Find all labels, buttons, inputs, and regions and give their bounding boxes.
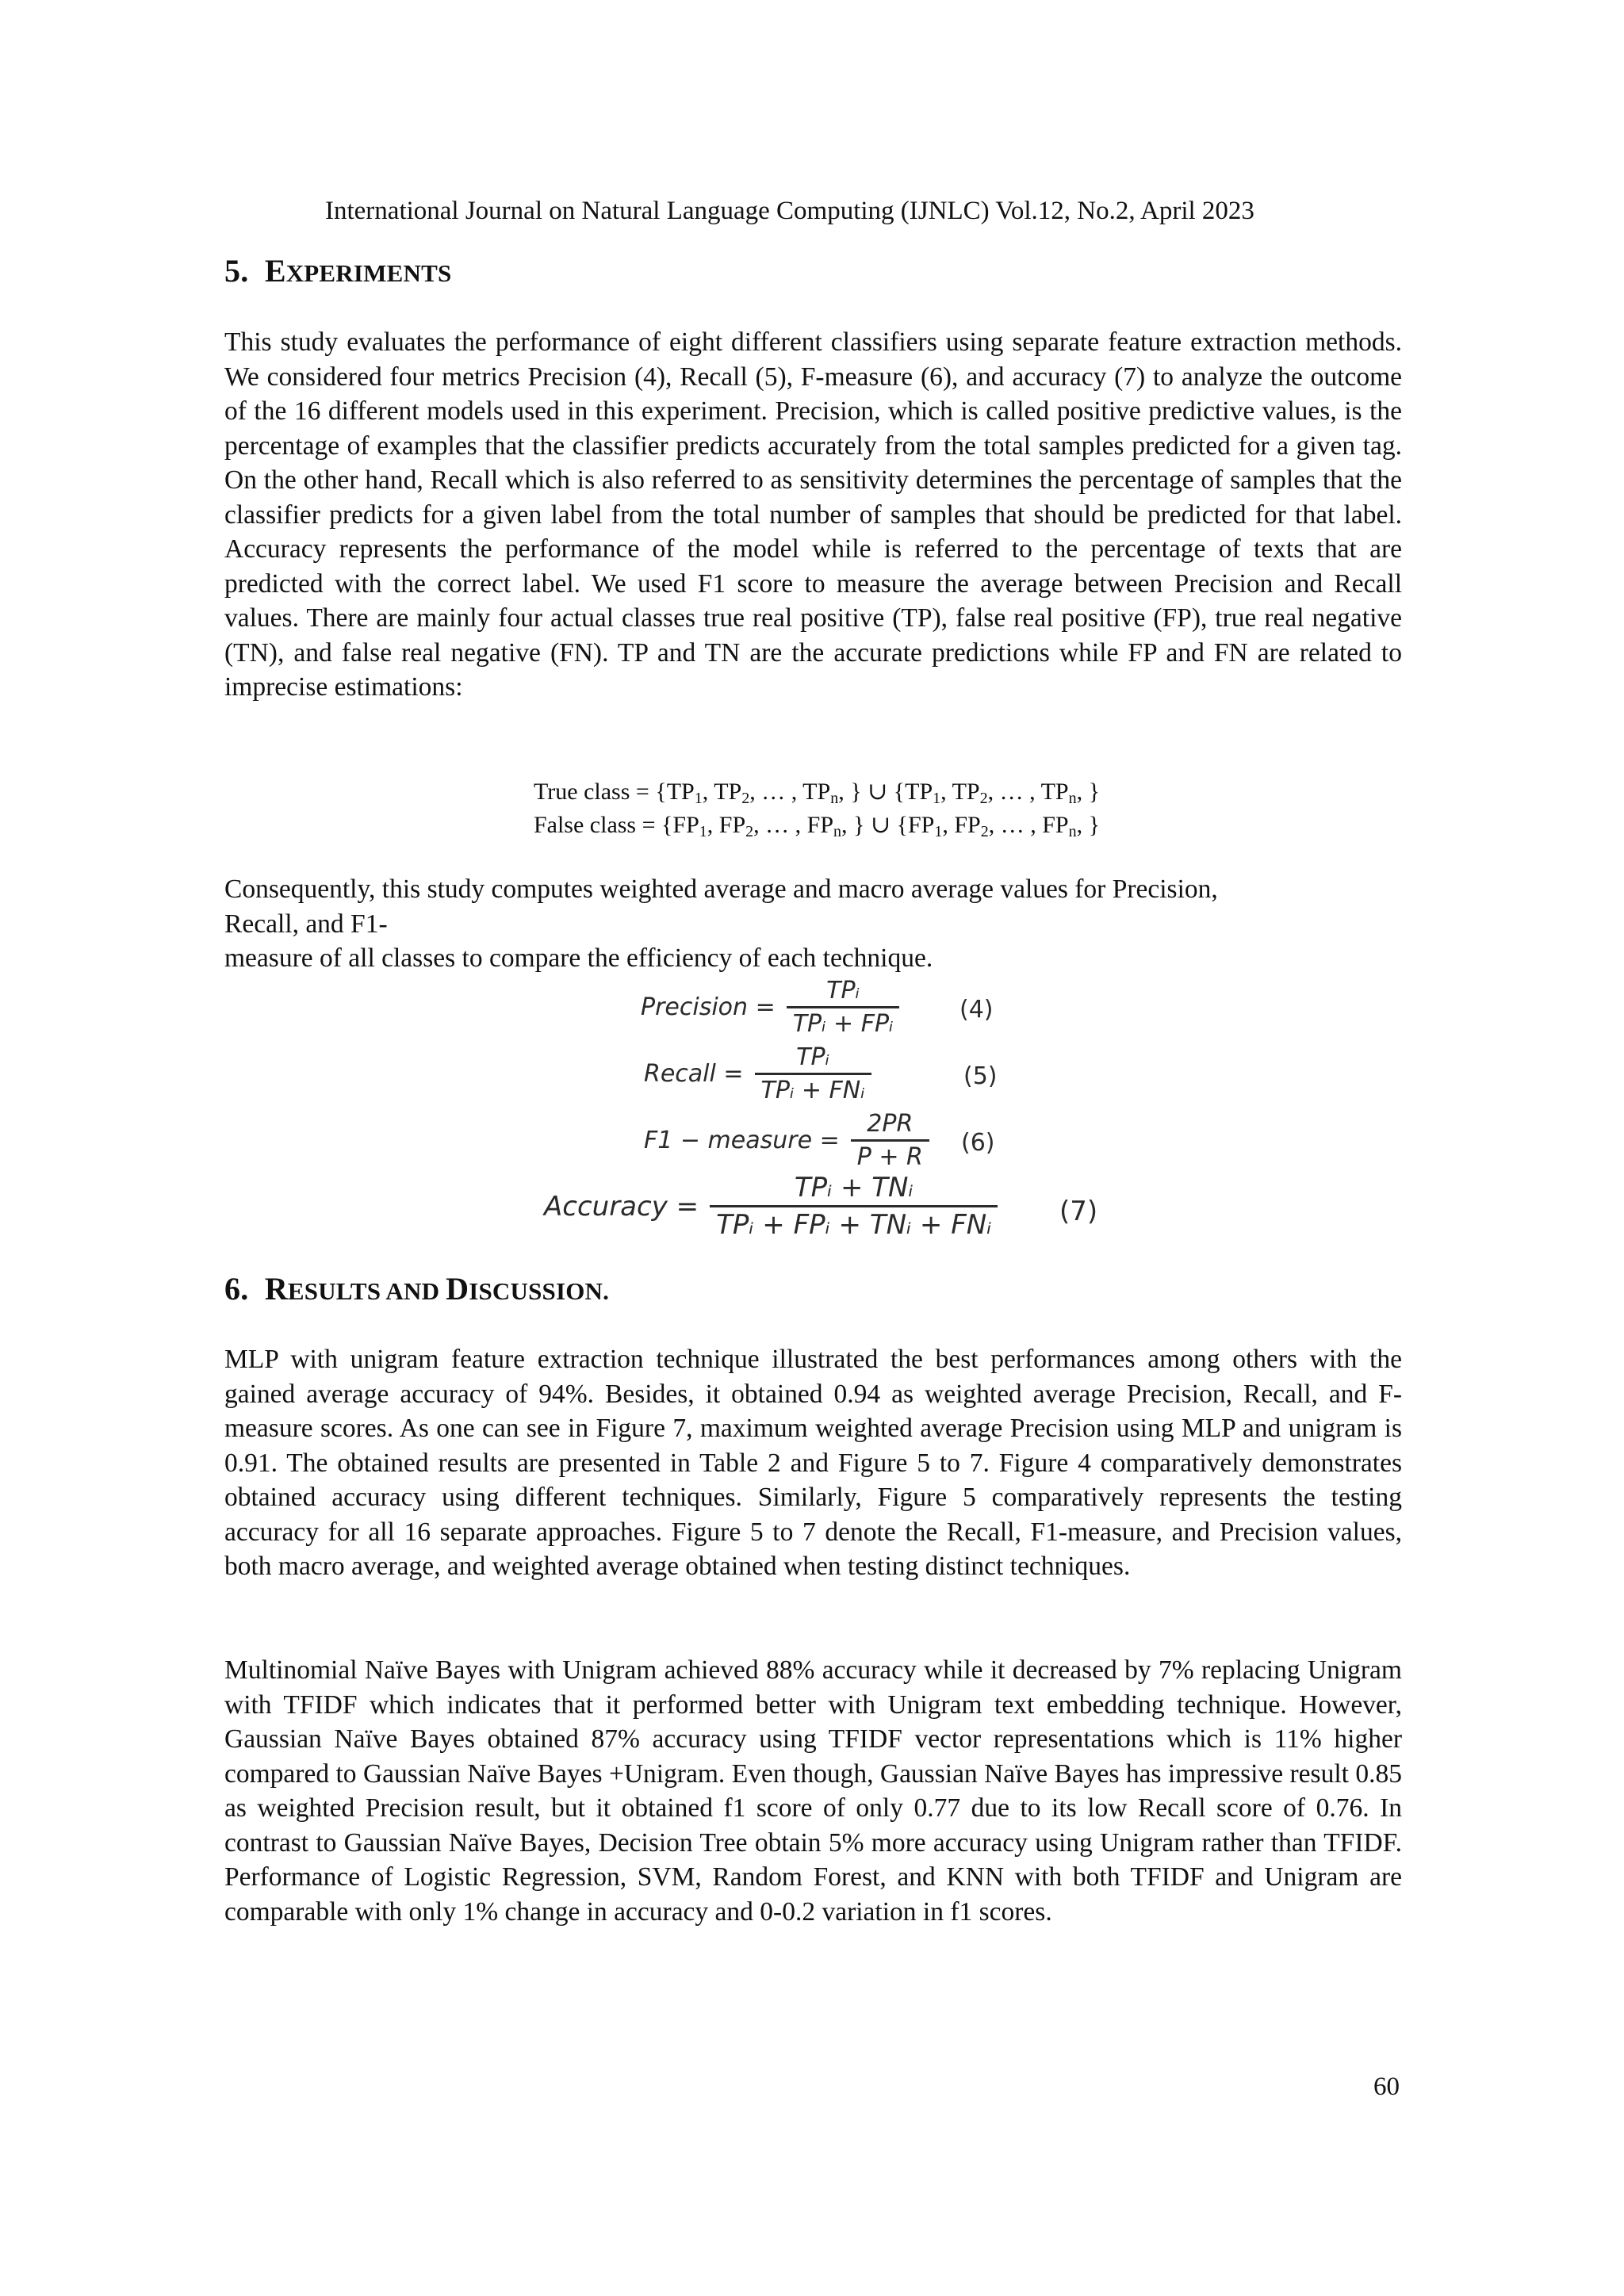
equation-number-7: (7) <box>1059 1196 1098 1227</box>
section-number: 5. <box>224 253 249 289</box>
equation-number-6: (6) <box>961 1129 995 1157</box>
precision-equation: Precision = $\frac{\text{TPᵢ}}{\text{TPᵢ + FPᵢ}}$ <box>641 977 899 1038</box>
section-number: 6. <box>224 1271 249 1307</box>
accuracy-equation: Accuracy = $\frac{\text{TPᵢ + TNᵢ}}{\text{TPᵢ + FPᵢ + TNᵢ + FNᵢ}}$ <box>544 1172 998 1241</box>
f1-measure-equation: F1 − measure = $\frac{2PR}{P + R}$ <box>644 1110 929 1171</box>
section-6-paragraph-1: MLP with unigram feature extraction technique illustrated the best performances among others with the gained average accuracy of 94%. Besides, it obtained 0.94 as weighted average Precision, Recall, and F-measure scores. As one can see in Figure 7, maximum weighted average Precision using MLP and unigram is 0.91. The obtained results are presented in Table 2 and Figure 5 to 7. Figure 4 comparatively demonstrates obtained accuracy using different techniques. Similarly, Figure 5 comparatively represents the testing accuracy for all 16 separate approaches. Figure 5 to 7 denote the Recall, F1-measure, and Precision values, both macro average, and weighted average obtained when testing distinct techniques. <box>224 1345 1402 1581</box>
section-5-heading: 5. EXPERIMENTS <box>224 253 452 289</box>
false-class-definition: False class = {$FP_1$, $FP_2$, … , $FP_n$, } ∪ {$FP_1$, $FP_2$, … , $FP_n$, } <box>533 812 1101 840</box>
section-5-paragraph-2: Consequently, this study computes weighted average and macro average values for Precision, Recall, and F1- measure of all classes to compare the efficiency of each technique. <box>224 874 1218 973</box>
equation-number-5: (5) <box>963 1062 998 1090</box>
running-header: International Journal on Natural Language Computing (IJNLC) Vol.12, No.2, April 2023 <box>325 197 1254 225</box>
section-6-paragraph-2: Multinomial Naïve Bayes with Unigram achieved 88% accuracy while it decreased by 7% replacing Unigram with TFIDF which indicates that it performed better with Unigram text embedding technique. However, Gaussian Naïve Bayes obtained 87% accuracy using TFIDF vector representations which is 11% higher compared to Gaussian Naïve Bayes +Unigram. Even though, Gaussian Naïve Bayes has impressive result 0.85 as weighted Precision result, but it obtained f1 score of only 0.77 due to its low Recall score of 0.76. In contrast to Gaussian Naïve Bayes, Decision Tree obtain 5% more accuracy using Unigram rather than TFIDF. Performance of Logistic Regression, SVM, Random Forest, and KNN with both TFIDF and Unigram are comparable with only 1% change in accuracy and 0-0.2 variation in f1 scores. <box>224 1655 1402 1927</box>
equation-number-4: (4) <box>959 996 994 1024</box>
section-5-paragraph-1: This study evaluates the performance of eight different classifiers using separate feature extraction methods. We considered four metrics Precision (4), Recall (5), F-measure (6), and accuracy (7) to analyze the outcome of the 16 different models used in this experiment. Precision, which is called positive predictive values, is the percentage of examples that the classifier predicts accurately from the total samples predicted for a given tag. On the other hand, Recall which is also referred to as sensitivity determines the percentage of samples that the classifier predicts for a given label from the total number of samples that should be predicted for that label. Accuracy represents the performance of the model while is referred to the percentage of texts that are predicted with the correct label. We used F1 score to measure the average between Precision and Recall values. There are mainly four actual classes true real positive (TP), false real positive (FP), true real negative (TN), and false real negative (FN). TP and TN are the accurate predictions while FP and FN are related to imprecise estimations: <box>224 327 1402 702</box>
page-number: 60 <box>1373 2072 1400 2101</box>
true-class-definition: True class = {$TP_1$, $TP_2$, … , $TP_n$, } ∪ {$TP_1$, $TP_2$, … , $TP_n$, } <box>534 779 1100 807</box>
section-6-heading: 6. RESULTS AND DISCUSSION. <box>224 1271 610 1307</box>
recall-equation: Recall = $\frac{\text{TPᵢ}}{\text{TPᵢ + FNᵢ}}$ <box>644 1043 871 1104</box>
